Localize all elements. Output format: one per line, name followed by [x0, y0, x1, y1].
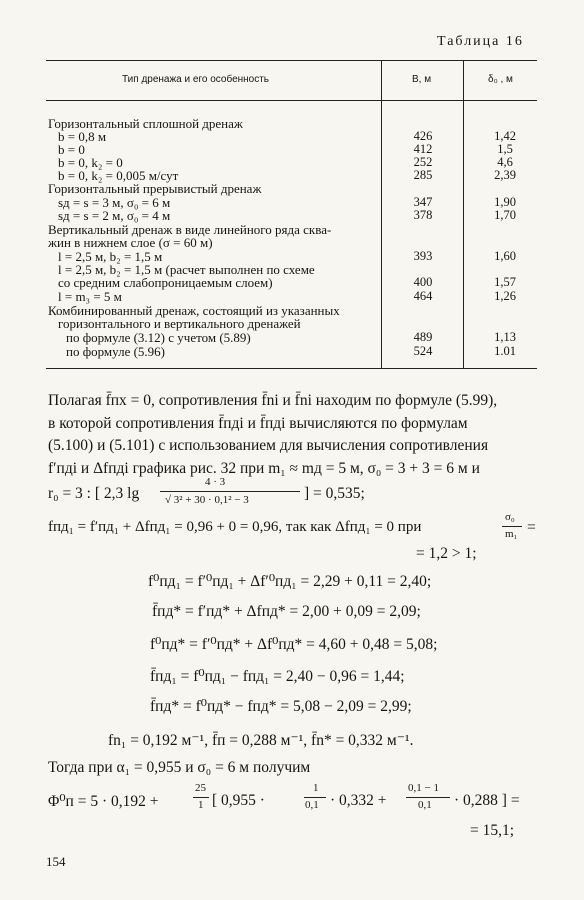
table-cell-b: 285 — [413, 168, 433, 182]
table-header-delta: δ₀ , м — [488, 74, 513, 85]
formula-r0-denominator: √ 3² + 30 · 0,1² − 3 — [165, 494, 249, 506]
paragraph-line: Полагая f̄пх = 0, сопротивления f̄ni и f̄ni находим по формуле (5.99), — [48, 392, 498, 409]
table-cell-b: 412 — [413, 142, 433, 156]
paragraph-line: в которой сопротивления f̄пдi и f̄пдi вычисляются по формулам — [48, 415, 468, 432]
equation-fpd1-frac-num: σ₀ — [505, 511, 515, 523]
paragraph-line: f′пдi и Δfпдi графика рис. 32 при m₁ ≈ mд = 5 м, σ₀ = 3 + 3 = 6 м и — [48, 460, 480, 477]
table-row-label: жин в нижнем слое (σ = 60 м) — [48, 235, 213, 250]
table-row-label: по формуле (3.12) с учетом (5.89) — [66, 330, 251, 345]
table-cell-delta: 1,13 — [494, 330, 516, 344]
table-cell-b: 347 — [413, 195, 433, 209]
table-row-label: b = 0 — [58, 142, 85, 157]
equation-phi-frac1-num: 25 — [195, 782, 206, 794]
equation-6: f̄пд* = f⁰пд* − fпд* = 5,08 − 2,09 = 2,99; — [150, 698, 412, 715]
table-cell-delta: 4,6 — [497, 155, 513, 169]
table-row-label: l = 2,5 м, b₂ = 1,5 м — [58, 249, 163, 264]
equation-2: f⁰пд₁ = f′⁰пд₁ + Δf′⁰пд₁ = 2,29 + 0,11 = 2,40; — [148, 573, 432, 590]
table-row-label: l = 2,5 м, b₂ = 1,5 м (расчет выполнен по схеме — [58, 262, 315, 277]
table-header-b: B, м — [412, 74, 432, 85]
table-cell-delta: 1,5 — [497, 142, 513, 156]
table-col-divider-2 — [463, 60, 464, 368]
table-cell-b: 378 — [413, 208, 433, 222]
table-col-divider-1 — [381, 60, 382, 368]
table-cell-delta: 1,57 — [494, 275, 516, 289]
equation-phi-frac2-den: 0,1 — [305, 799, 319, 811]
paragraph-line: (5.100) и (5.101) с использованием для вычисления сопротивления — [48, 437, 489, 454]
equation-3: f̄пд* = f′пд* + Δfпд* = 2,00 + 0,09 = 2,09; — [152, 603, 421, 620]
formula-r0-numerator: 4 · 3 — [205, 476, 226, 488]
equation-phi-frac2-bar — [304, 797, 326, 798]
table-cell-b: 464 — [413, 289, 433, 303]
table-row-label: Комбинированный дренаж, состоящий из указанных — [48, 303, 340, 318]
equation-fpd1-frac-bar — [502, 526, 522, 527]
table-row-label: sд = s = 3 м, σ₀ = 6 м — [58, 195, 171, 210]
table-row-label: горизонтального и вертикального дренажей — [58, 316, 301, 331]
equation-7: fn₁ = 0,192 м⁻¹, f̄п = 0,288 м⁻¹, f̄n* = 0,332 м⁻¹. — [108, 732, 414, 749]
formula-r0-lead: r₀ = 3 : [ 2,3 lg — [48, 485, 140, 502]
equation-fpd1: fпд₁ = f′пд₁ + Δfпд₁ = 0,96 + 0 = 0,96, так как Δfпд₁ = 0 при — [48, 519, 422, 535]
table-cell-b: 400 — [413, 275, 433, 289]
table-row-label: b = 0, k₂ = 0 — [58, 155, 123, 170]
equation-fpd1-end: = — [527, 519, 536, 536]
table-cell-b: 393 — [413, 249, 433, 263]
paragraph-then: Тогда при α₁ = 0,955 и σ₀ = 6 м получим — [48, 759, 311, 776]
table-row-label: sд = s = 2 м, σ₀ = 4 м — [58, 208, 171, 223]
table-cell-delta: 2,39 — [494, 168, 516, 182]
table-row-label: Горизонтальный прерывистый дренаж — [48, 181, 262, 196]
equation-phi-part4: · 0,288 ] = — [454, 792, 520, 809]
table-cell-b: 524 — [413, 344, 433, 358]
equation-phi-frac3-bar — [406, 797, 450, 798]
table-cell-delta: 1,90 — [494, 195, 516, 209]
table-cell-delta: 1,70 — [494, 208, 516, 222]
equation-phi-result: = 15,1; — [470, 822, 515, 839]
equation-4: f⁰пд* = f′⁰пд* + Δf⁰пд* = 4,60 + 0,48 = 5,08; — [150, 636, 438, 653]
table-row-label: Горизонтальный сплошной дренаж — [48, 116, 243, 131]
table-cell-b: 489 — [413, 330, 433, 344]
formula-r0-fraction-bar — [160, 491, 300, 492]
table-row-label: b = 0,8 м — [58, 129, 107, 144]
equation-phi-frac3-den: 0,1 — [418, 799, 432, 811]
table-cell-b: 426 — [413, 129, 433, 143]
equation-phi-lead: Φ⁰п = 5 · 0,192 + — [48, 793, 159, 810]
table-title: Таблица 16 — [437, 34, 524, 49]
page-number: 154 — [46, 854, 66, 869]
equation-5: f̄пд₁ = f⁰пд₁ − fпд₁ = 2,40 − 0,96 = 1,44; — [150, 668, 405, 685]
table-row-label: со средним слабопроницаемым слоем) — [58, 275, 273, 290]
table-header-type: Тип дренажа и его особенность — [122, 74, 270, 85]
table-cell-delta: 1,42 — [494, 129, 516, 143]
equation-phi-part3: · 0,332 + — [330, 792, 387, 809]
equation-phi-frac2-num: 1 — [313, 782, 319, 794]
equation-phi-part2: [ 0,955 · — [212, 792, 265, 809]
equation-phi-frac3-num: 0,1 − 1 — [408, 782, 439, 794]
equation-fpd1-frac-den: m₁ — [505, 528, 518, 540]
formula-r0-tail: ] = 0,535; — [304, 485, 365, 502]
table-bottom-rule — [46, 368, 537, 369]
equation-fpd1-cont: = 1,2 > 1; — [416, 545, 477, 562]
table-row-label: l = m₃ = 5 м — [58, 289, 122, 304]
table-cell-delta: 1,26 — [494, 289, 516, 303]
equation-phi-frac1-bar — [193, 797, 209, 798]
table-row-label: b = 0, k₂ = 0,005 м/сут — [58, 168, 179, 183]
table-cell-delta: 1.01 — [494, 344, 516, 358]
table-cell-delta: 1,60 — [494, 249, 516, 263]
table-cell-b: 252 — [413, 155, 433, 169]
table-row-label: по формуле (5.96) — [66, 344, 166, 359]
equation-phi-frac1-den: 1 — [198, 799, 204, 811]
table-row-label: Вертикальный дренаж в виде линейного ряда сква- — [48, 222, 332, 237]
